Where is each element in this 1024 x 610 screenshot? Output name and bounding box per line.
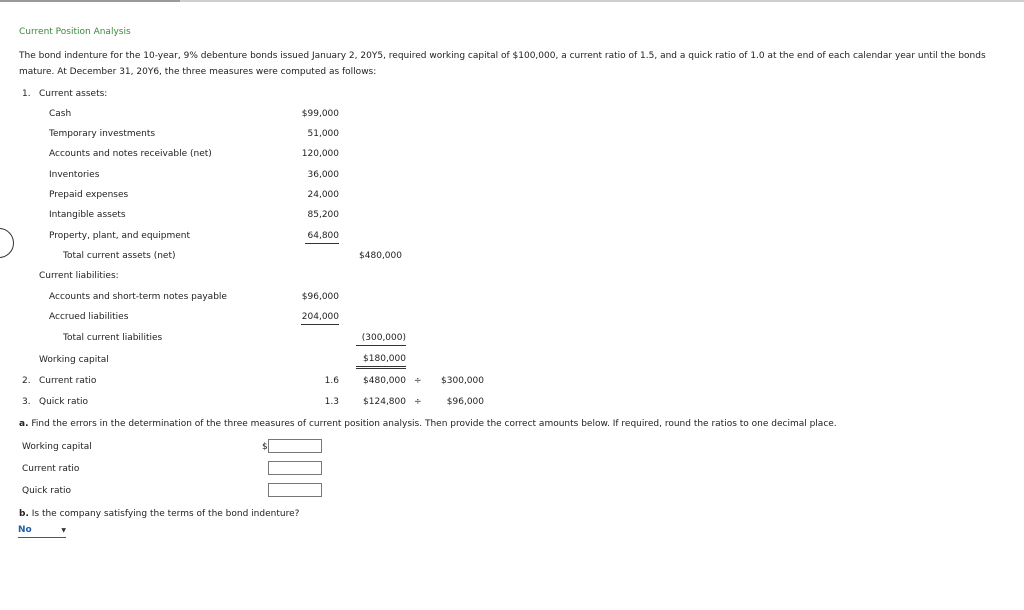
liability-amount-accounts-payable: $96,000 [301,292,339,302]
asset-amount-inventories: 36,000 [307,170,339,180]
intro-text-line-1: The bond indenture for the 10-year, 9% debenture bonds issued January 2, 20Y5, required working capital of $100,000, a current ratio of 1.5, and a quick ratio of 1.0 at the end of each calendar year until the bonds [19,51,986,61]
total-current-liabilities-amount: (300,000) [356,333,406,346]
chevron-down-icon: ▼ [61,527,66,534]
working-capital-input[interactable] [268,439,322,453]
asset-label-inventories: Inventories [49,170,100,180]
intro-text-line-2: mature. At December 31, 20Y6, the three measures were computed as follows: [19,67,377,77]
liability-amount-accrued: 204,000 [301,312,339,325]
bond-indenture-selected-value: No [18,525,32,535]
quick-ratio-input[interactable] [268,483,322,497]
asset-label-intangible-assets: Intangible assets [49,210,126,220]
asset-label-ppe: Property, plant, and equipment [49,231,190,241]
working-capital-label: Working capital [39,355,109,365]
asset-label-cash: Cash [49,109,72,119]
asset-amount-ppe: 64,800 [305,231,339,244]
total-current-liabilities-label: Total current liabilities [63,333,163,343]
asset-amount-temporary-investments: 51,000 [307,129,339,139]
liability-label-accounts-payable: Accounts and short-term notes payable [49,292,227,302]
liability-label-accrued: Accrued liabilities [49,312,129,322]
bond-indenture-select[interactable] [18,525,66,538]
quick-ratio-divide-sign: ÷ [414,397,422,407]
top-border-accent [0,0,180,2]
total-current-assets-label: Total current assets (net) [63,251,176,261]
answer-dollar-sign: $ [262,442,268,452]
asset-label-temporary-investments: Temporary investments [49,129,156,139]
quick-ratio-label: Quick ratio [39,397,89,407]
part-b-letter: b. [19,509,29,519]
current-ratio-numerator: $480,000 [363,376,406,386]
answer-label-working-capital: Working capital [22,442,92,452]
item-2-number: 2. [22,376,31,386]
part-a-instructions [19,419,837,429]
page-title: Current Position Analysis [19,27,131,37]
total-current-assets-amount: $480,000 [359,251,402,261]
quick-ratio-value: 1.3 [324,397,339,407]
side-navigation-circle[interactable] [0,228,14,258]
answer-label-current-ratio: Current ratio [22,464,80,474]
item-3-number: 3. [22,397,31,407]
asset-amount-receivables: 120,000 [301,149,339,159]
quick-ratio-numerator: $124,800 [363,397,406,407]
current-assets-heading: Current assets: [39,89,108,99]
part-a-letter: a. [19,419,29,429]
answer-label-quick-ratio: Quick ratio [22,486,72,496]
part-b-text: Is the company satisfying the terms of the bond indenture? [31,509,300,519]
current-liabilities-heading: Current liabilities: [39,271,119,281]
part-b-question [19,509,299,519]
current-ratio-divide-sign: ÷ [414,376,422,386]
item-1-number: 1. [22,89,31,99]
current-ratio-denominator: $300,000 [441,376,484,386]
quick-ratio-denominator: $96,000 [446,397,484,407]
current-ratio-value: 1.6 [324,376,339,386]
asset-label-prepaid-expenses: Prepaid expenses [49,190,129,200]
current-ratio-input[interactable] [268,461,322,475]
asset-amount-prepaid-expenses: 24,000 [307,190,339,200]
asset-label-receivables: Accounts and notes receivable (net) [49,149,212,159]
asset-amount-intangible-assets: 85,200 [307,210,339,220]
working-capital-amount: $180,000 [356,354,406,369]
part-a-text: Find the errors in the determination of the three measures of current position analysis. Then provide the correct amounts below. If required, round the ratios to one decimal place. [31,419,837,429]
asset-amount-cash: $99,000 [301,109,339,119]
current-ratio-label: Current ratio [39,376,97,386]
